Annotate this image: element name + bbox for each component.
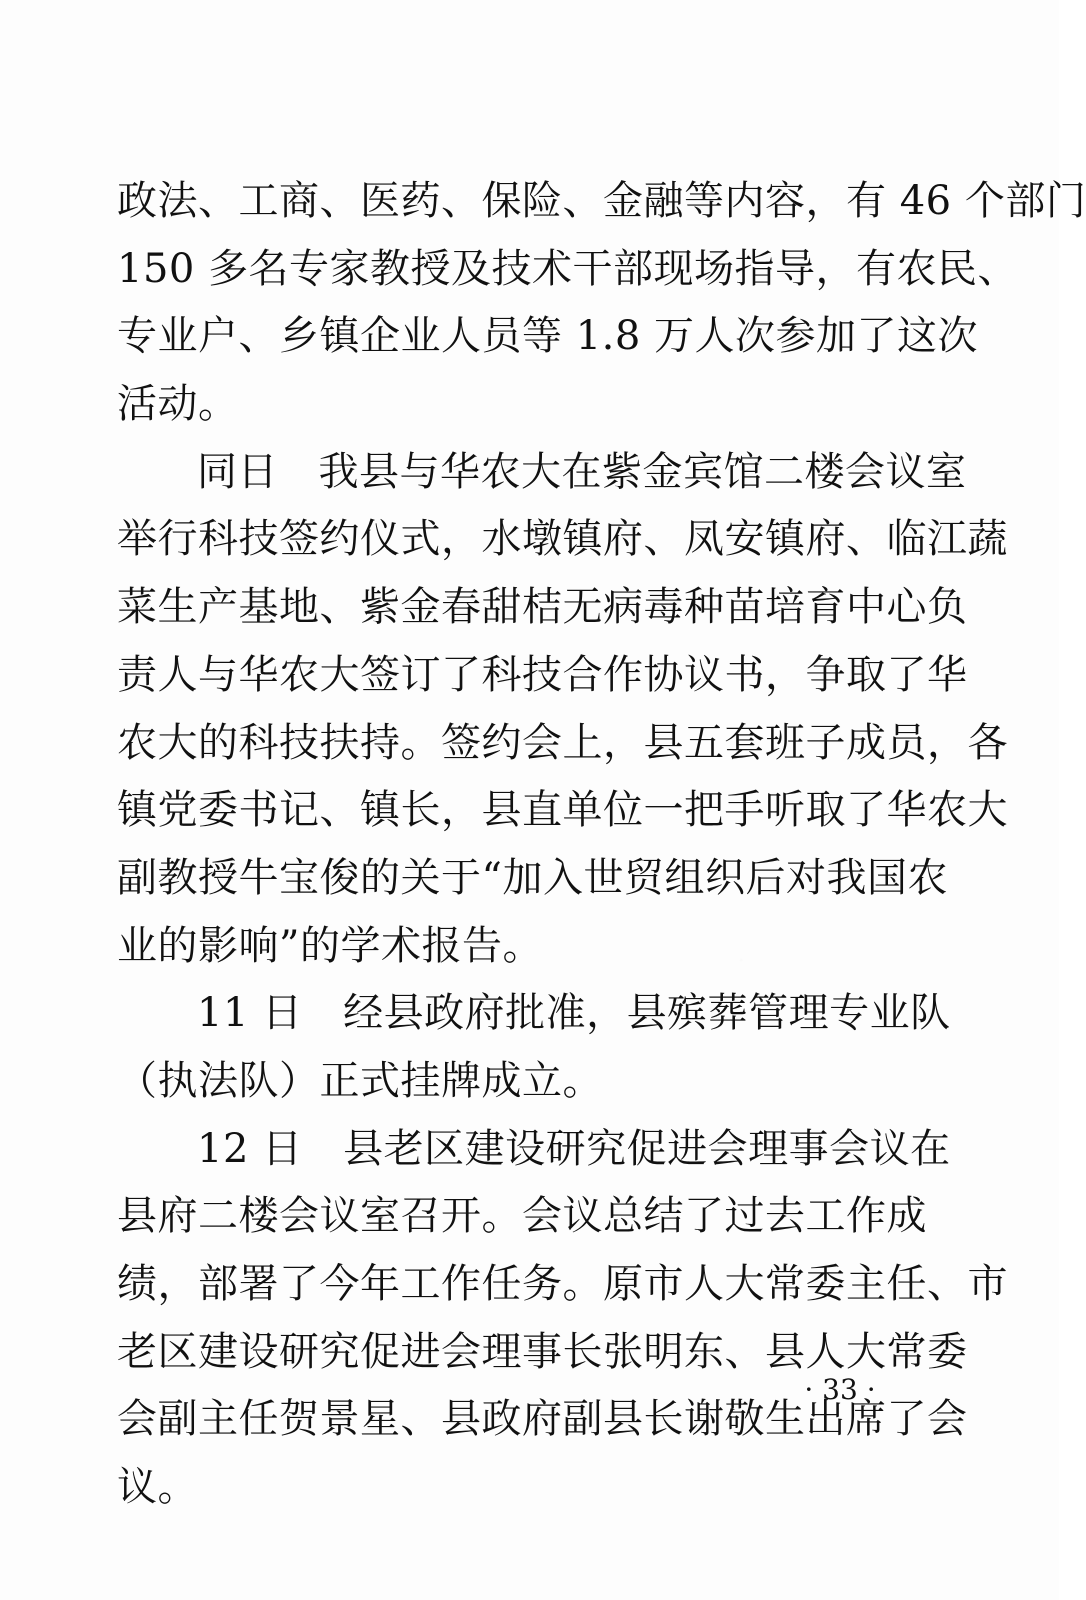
- text-line: 11 日 经县政府批准，县殡葬管理专业队: [197, 990, 951, 1037]
- paragraph-2: [117, 439, 1008, 981]
- text-line: 议。: [117, 1464, 198, 1511]
- text-line: 菜生产基地、紫金春甜桔无病毒种苗培育中心负: [117, 584, 968, 631]
- text-line: 专业户、乡镇企业人员等 1.8 万人次参加了这次: [117, 313, 979, 360]
- text-line: 镇党委书记、镇长，县直单位一把手听取了华农大: [117, 787, 1008, 834]
- paragraph-1: [117, 168, 1086, 439]
- text-line: 同日 我县与华农大在紫金宾馆二楼会议室: [197, 448, 967, 495]
- text-line: 业的影响”的学术报告。: [117, 922, 543, 969]
- page-number: · 33 ·: [804, 1373, 876, 1406]
- text-line: 举行科技签约仪式，水墩镇府、凤安镇府、临江蔬: [117, 516, 1008, 563]
- text-line: 责人与华农大签订了科技合作协议书，争取了华: [117, 651, 968, 698]
- text-line: 县府二楼会议室召开。会议总结了过去工作成: [117, 1193, 927, 1240]
- text-line: 150 多名专家教授及技术干部现场指导，有农民、: [117, 245, 1019, 292]
- text-line: 老区建设研究促进会理事长张明东、县人大常委: [117, 1328, 968, 1375]
- text-line: 农大的科技扶持。签约会上，县五套班子成员，各: [117, 719, 1008, 766]
- text-line: 会副主任贺景星、县政府副县长谢敬生出席了会: [117, 1396, 968, 1443]
- paragraph-4: [117, 1116, 1008, 1522]
- text-line: 政法、工商、医药、保险、金融等内容，有 46 个部门: [117, 178, 1086, 224]
- text-line: 副教授牛宝俊的关于“加入世贸组织后对我国农: [117, 854, 948, 901]
- text-line: 活动。: [117, 381, 239, 428]
- text-line: （执法队）正式挂牌成立。: [117, 1057, 603, 1104]
- text-body: [117, 168, 1086, 1522]
- paragraph-3: [117, 980, 951, 1115]
- text-line: 绩，部署了今年工作任务。原市人大常委主任、市: [117, 1261, 1008, 1307]
- text-line: 12 日 县老区建设研究促进会理事会议在: [197, 1125, 951, 1172]
